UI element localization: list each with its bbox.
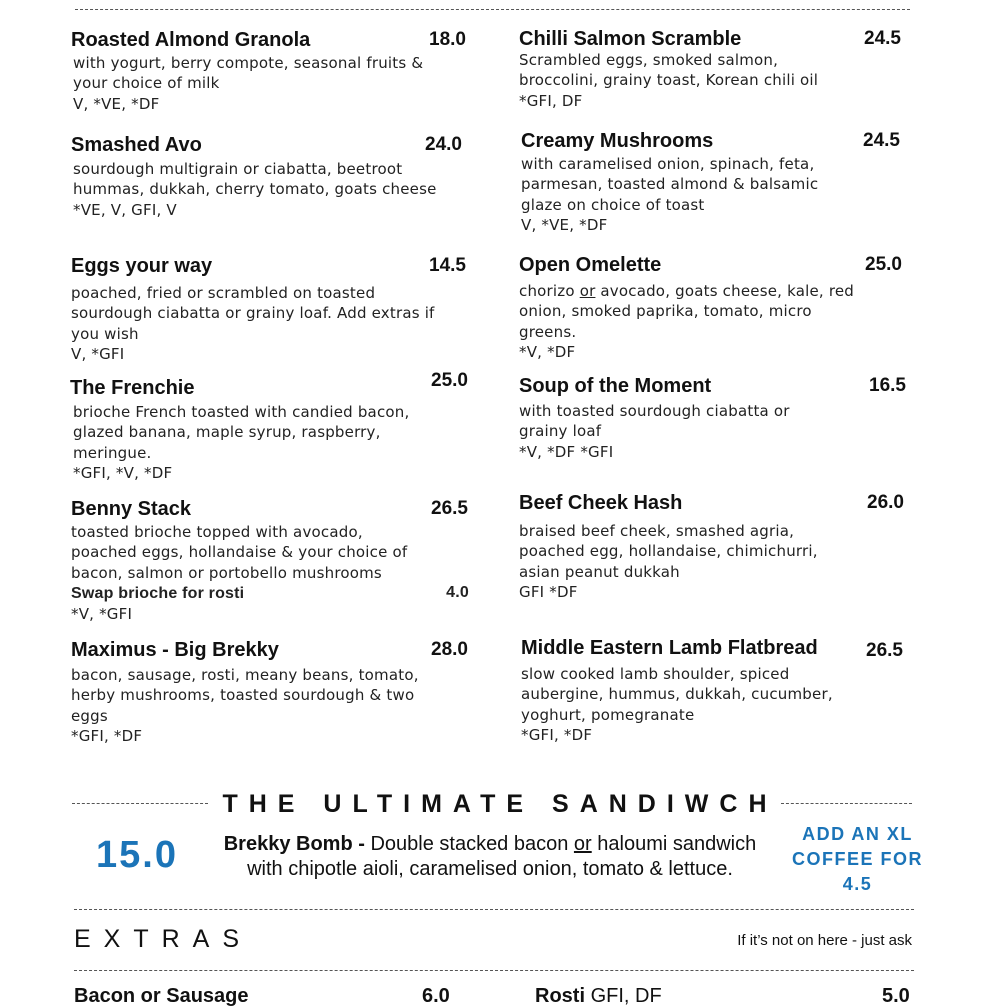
sandwich-desc-part: Double stacked bacon xyxy=(364,833,574,855)
item-desc-text: with yogurt, berry compote, seasonal fruits & your choice of milk xyxy=(73,54,424,93)
extra-item-price: 5.0 xyxy=(882,985,910,1007)
extra-item xyxy=(74,985,249,1008)
item-diet-tags: *GFI, *V, *DF xyxy=(73,463,173,482)
extras-heading: EXTRAS xyxy=(74,925,253,953)
item-price: 26.5 xyxy=(431,498,468,519)
item-name: Roasted Almond Granola xyxy=(71,29,311,51)
item-price: 26.0 xyxy=(867,492,904,513)
item-desc-text: slow cooked lamb shoulder, spiced aubergine, hummus, dukkah, cucumber, yoghurt, pomegranate xyxy=(521,665,833,724)
item-price: 24.0 xyxy=(425,134,462,155)
item-desc-text: with caramelised onion, spinach, feta, parmesan, toasted almond & balsamic glaze on choice of toast xyxy=(521,155,819,214)
sandwich-name: Brekky Bomb - xyxy=(223,833,365,855)
desc-part: chorizo xyxy=(519,282,580,300)
xl-coffee-offer: ADD AN XL COFFEE FOR 4.5 xyxy=(792,824,923,894)
item-desc-text: toasted brioche topped with avocado, poached eggs, hollandaise & your choice of bacon, salmon or portobello mushrooms xyxy=(71,523,408,582)
item-price: 25.0 xyxy=(865,254,902,275)
sandwich-desc-or: or xyxy=(573,833,592,855)
sandwich-price: 15.0 xyxy=(96,834,178,876)
item-description xyxy=(71,283,441,364)
item-price: 26.5 xyxy=(866,640,903,661)
item-desc-text: bacon, sausage, rosti, meany beans, tomato, herby mushrooms, toasted sourdough & two eggs xyxy=(71,666,419,725)
item-name: Smashed Avo xyxy=(71,134,202,156)
sandwich-desc-part: haloumi sandwich with chipotle aioli, caramelised onion, tomato & lettuce. xyxy=(247,833,757,880)
item-description xyxy=(71,522,469,624)
item-diet-tags: *VE, V, GFI, V xyxy=(73,200,177,219)
item-name: The Frenchie xyxy=(70,377,195,399)
item-desc-text: with toasted sourdough ciabatta or grainy loaf xyxy=(519,402,790,441)
item-diet-tags: *V, *DF *GFI xyxy=(519,442,614,461)
item-description xyxy=(519,521,859,602)
item-diet-tags: *V, *GFI xyxy=(71,605,133,624)
item-name: Beef Cheek Hash xyxy=(519,492,683,514)
top-divider xyxy=(75,9,910,10)
item-name: Benny Stack xyxy=(71,498,192,520)
item-diet-tags: GFI *DF xyxy=(519,582,578,601)
item-name: Chilli Salmon Scramble xyxy=(519,28,742,50)
item-desc-text: poached, fried or scrambled on toasted sourdough ciabatta or grainy loaf. Add extras if you wish xyxy=(71,284,435,343)
desc-or: or xyxy=(579,282,596,300)
extra-item-name: Rosti xyxy=(535,985,585,1007)
extra-item xyxy=(535,985,662,1008)
item-diet-tags: *GFI, *DF xyxy=(71,726,143,745)
item-name: Open Omelette xyxy=(519,254,662,276)
desc-part: avocado, goats cheese, kale, red onion, smoked paprika, tomato, micro greens. xyxy=(519,282,855,341)
sandwich-heading: THE ULTIMATE SANDIWCH xyxy=(222,790,778,818)
extras-bottom-rule xyxy=(74,970,914,971)
extra-item-tags: GFI, DF xyxy=(590,985,662,1007)
item-diet-tags: *GFI, DF xyxy=(519,91,583,110)
item-description xyxy=(73,159,443,220)
item-description xyxy=(519,50,859,111)
item-extra-price: 4.0 xyxy=(446,583,469,601)
item-name: Maximus - Big Brekky xyxy=(71,639,279,661)
item-desc-text: Scrambled eggs, smoked salmon, broccolini, grainy toast, Korean chili oil xyxy=(519,51,819,90)
item-extra-row xyxy=(71,583,469,604)
item-description xyxy=(521,664,861,745)
item-description xyxy=(519,401,839,462)
item-diet-tags: V, *VE, *DF xyxy=(73,94,160,113)
item-price: 28.0 xyxy=(431,639,468,660)
extras-top-rule xyxy=(74,909,914,910)
extra-item-name: Bacon or Sausage xyxy=(74,985,249,1007)
item-name: Creamy Mushrooms xyxy=(521,130,714,152)
item-description xyxy=(71,665,441,746)
item-desc-text xyxy=(519,281,859,342)
extras-note: If it’s not on here - just ask xyxy=(737,932,912,949)
item-description xyxy=(521,154,861,235)
item-diet-tags: *GFI, *DF xyxy=(521,725,593,744)
item-name: Eggs your way xyxy=(71,255,213,277)
item-price: 24.5 xyxy=(863,130,900,151)
item-description xyxy=(519,281,859,362)
item-price: 16.5 xyxy=(869,375,906,396)
item-desc-text: brioche French toasted with candied bacon, glazed banana, maple syrup, raspberry, meringue. xyxy=(73,403,410,462)
item-description xyxy=(73,402,443,483)
item-price: 18.0 xyxy=(429,29,466,50)
item-extra-label: Swap brioche for rosti xyxy=(71,584,245,602)
item-desc-text: sourdough multigrain or ciabatta, beetroot hummas, dukkah, cherry tomato, goats cheese xyxy=(73,160,437,199)
item-diet-tags: *V, *DF xyxy=(519,342,576,361)
item-price: 25.0 xyxy=(431,370,468,391)
item-price: 24.5 xyxy=(864,28,901,49)
sandwich-description xyxy=(210,832,770,882)
item-description xyxy=(73,53,443,114)
item-name: Soup of the Moment xyxy=(519,375,712,397)
extra-item-price: 6.0 xyxy=(422,985,450,1007)
item-diet-tags: V, *VE, *DF xyxy=(521,215,608,234)
item-name: Middle Eastern Lamb Flatbread xyxy=(521,637,818,659)
item-desc-text: braised beef cheek, smashed agria, poached egg, hollandaise, chimichurri, asian peanut dukkah xyxy=(519,522,818,581)
item-diet-tags: V, *GFI xyxy=(71,344,125,363)
item-price: 14.5 xyxy=(429,255,466,276)
